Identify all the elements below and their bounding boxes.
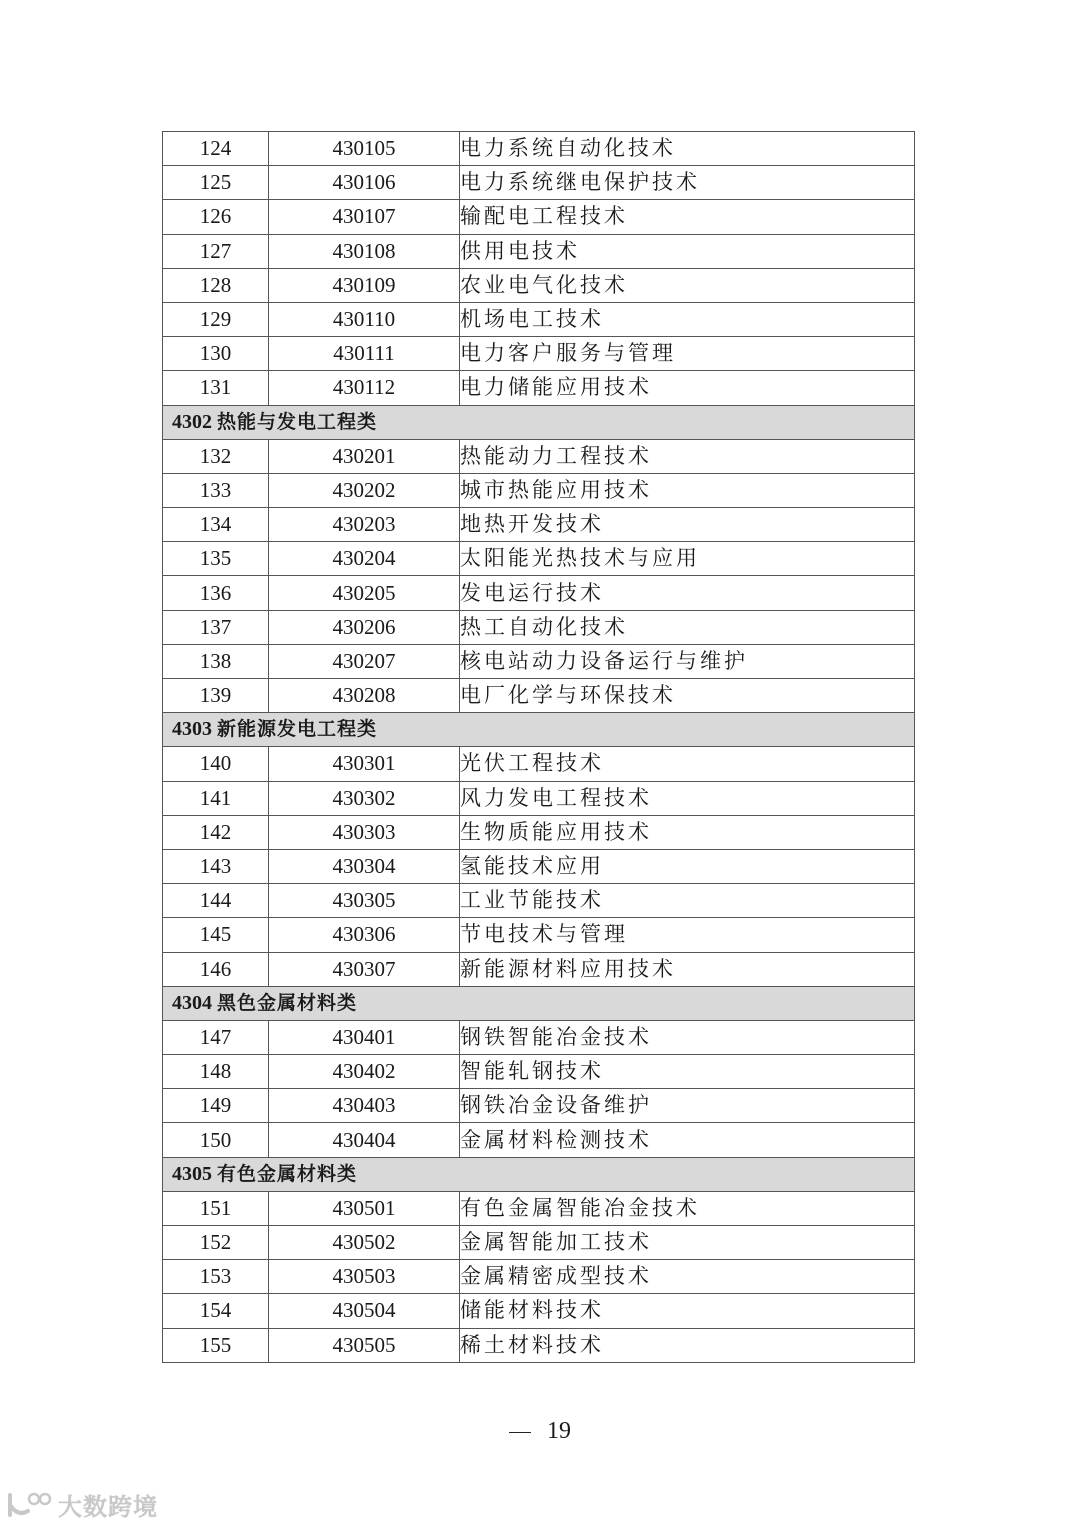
major-name: 发电运行技术: [460, 576, 915, 610]
category-cell: [163, 1157, 915, 1191]
major-code: 430109: [269, 268, 460, 302]
major-code: 430204: [269, 542, 460, 576]
table-body: [163, 132, 915, 1363]
major-name: 金属精密成型技术: [460, 1260, 915, 1294]
major-name: 钢铁智能冶金技术: [460, 1020, 915, 1054]
serial-number: 149: [163, 1089, 269, 1123]
serial-number: 144: [163, 884, 269, 918]
major-name: 光伏工程技术: [460, 747, 915, 781]
table-row: [163, 166, 915, 200]
major-code: 430201: [269, 439, 460, 473]
major-code: 430305: [269, 884, 460, 918]
major-name: 新能源材料应用技术: [460, 952, 915, 986]
major-name: 有色金属智能冶金技术: [460, 1191, 915, 1225]
table-row: [163, 1020, 915, 1054]
major-code: 430501: [269, 1191, 460, 1225]
page-number-value: 19: [547, 1418, 571, 1444]
serial-number: 132: [163, 439, 269, 473]
category-row: [163, 405, 915, 439]
major-code: 430503: [269, 1260, 460, 1294]
major-code: 430112: [269, 371, 460, 405]
major-code: 430402: [269, 1055, 460, 1089]
k-logo-icon: [6, 1491, 52, 1519]
table-row: [163, 1294, 915, 1328]
table-row: [163, 337, 915, 371]
major-name: 电厂化学与环保技术: [460, 679, 915, 713]
serial-number: 148: [163, 1055, 269, 1089]
category-cell: [163, 713, 915, 747]
table-row: [163, 610, 915, 644]
major-code: 430207: [269, 644, 460, 678]
table-row: [163, 849, 915, 883]
category-cell: [163, 405, 915, 439]
table-row: [163, 1089, 915, 1123]
major-name: 城市热能应用技术: [460, 473, 915, 507]
serial-number: 140: [163, 747, 269, 781]
serial-number: 134: [163, 508, 269, 542]
serial-number: 146: [163, 952, 269, 986]
table-row: [163, 1123, 915, 1157]
serial-number: 128: [163, 268, 269, 302]
major-code: 430403: [269, 1089, 460, 1123]
category-code: 4305: [172, 1162, 212, 1185]
major-name: 太阳能光热技术与应用: [460, 542, 915, 576]
major-name: 核电站动力设备运行与维护: [460, 644, 915, 678]
major-code: 430110: [269, 302, 460, 336]
category-name: 有色金属材料类: [217, 1162, 358, 1185]
major-name: 电力系统自动化技术: [460, 132, 915, 166]
major-code: 430307: [269, 952, 460, 986]
serial-number: 142: [163, 815, 269, 849]
table-row: [163, 439, 915, 473]
major-name: 工业节能技术: [460, 884, 915, 918]
table-row: [163, 644, 915, 678]
major-code: 430206: [269, 610, 460, 644]
table-row: [163, 132, 915, 166]
major-name: 储能材料技术: [460, 1294, 915, 1328]
serial-number: 130: [163, 337, 269, 371]
major-code: 430404: [269, 1123, 460, 1157]
table-row: [163, 747, 915, 781]
major-name: 金属材料检测技术: [460, 1123, 915, 1157]
serial-number: 152: [163, 1226, 269, 1260]
table-row: [163, 268, 915, 302]
major-name: 电力储能应用技术: [460, 371, 915, 405]
category-row: [163, 713, 915, 747]
major-code: 430107: [269, 200, 460, 234]
major-name: 金属智能加工技术: [460, 1226, 915, 1260]
watermark: [6, 1487, 158, 1522]
table-row: [163, 1055, 915, 1089]
major-name: 电力客户服务与管理: [460, 337, 915, 371]
major-code: 430401: [269, 1020, 460, 1054]
table-row: [163, 371, 915, 405]
major-code: 430205: [269, 576, 460, 610]
serial-number: 153: [163, 1260, 269, 1294]
serial-number: 141: [163, 781, 269, 815]
major-name: 节电技术与管理: [460, 918, 915, 952]
serial-number: 124: [163, 132, 269, 166]
category-row: [163, 986, 915, 1020]
major-code: 430202: [269, 473, 460, 507]
major-name: 生物质能应用技术: [460, 815, 915, 849]
major-code: 430208: [269, 679, 460, 713]
major-code: 430504: [269, 1294, 460, 1328]
major-name: 智能轧钢技术: [460, 1055, 915, 1089]
table-row: [163, 815, 915, 849]
table-row: [163, 200, 915, 234]
serial-number: 126: [163, 200, 269, 234]
major-name: 机场电工技术: [460, 302, 915, 336]
major-code: 430303: [269, 815, 460, 849]
serial-number: 145: [163, 918, 269, 952]
table-row: [163, 1328, 915, 1362]
serial-number: 125: [163, 166, 269, 200]
serial-number: 139: [163, 679, 269, 713]
major-code: 430304: [269, 849, 460, 883]
serial-number: 143: [163, 849, 269, 883]
watermark-text: 大数跨境: [58, 1493, 158, 1521]
table-row: [163, 781, 915, 815]
major-name: 电力系统继电保护技术: [460, 166, 915, 200]
major-name: 热工自动化技术: [460, 610, 915, 644]
category-cell: [163, 986, 915, 1020]
category-code: 4303: [172, 718, 212, 741]
page-number-dash: [509, 1432, 531, 1433]
page-number: [0, 1418, 1080, 1445]
major-name: 地热开发技术: [460, 508, 915, 542]
major-name: 供用电技术: [460, 234, 915, 268]
table-row: [163, 918, 915, 952]
major-code: 430502: [269, 1226, 460, 1260]
category-name: 黑色金属材料类: [217, 991, 358, 1014]
table-row: [163, 302, 915, 336]
serial-number: 138: [163, 644, 269, 678]
serial-number: 131: [163, 371, 269, 405]
serial-number: 135: [163, 542, 269, 576]
table-row: [163, 1260, 915, 1294]
major-code: 430106: [269, 166, 460, 200]
serial-number: 151: [163, 1191, 269, 1225]
serial-number: 155: [163, 1328, 269, 1362]
table-row: [163, 952, 915, 986]
major-code: 430505: [269, 1328, 460, 1362]
serial-number: 154: [163, 1294, 269, 1328]
serial-number: 127: [163, 234, 269, 268]
category-row: [163, 1157, 915, 1191]
table-row: [163, 542, 915, 576]
serial-number: 136: [163, 576, 269, 610]
major-code: 430203: [269, 508, 460, 542]
table-row: [163, 473, 915, 507]
major-name: 钢铁冶金设备维护: [460, 1089, 915, 1123]
table-row: [163, 1191, 915, 1225]
major-name: 风力发电工程技术: [460, 781, 915, 815]
table-row: [163, 234, 915, 268]
major-name: 氢能技术应用: [460, 849, 915, 883]
major-catalog-table: [162, 131, 915, 1363]
serial-number: 137: [163, 610, 269, 644]
major-name: 稀土材料技术: [460, 1328, 915, 1362]
major-name: 热能动力工程技术: [460, 439, 915, 473]
major-code: 430111: [269, 337, 460, 371]
serial-number: 129: [163, 302, 269, 336]
category-code: 4304: [172, 991, 212, 1014]
category-name: 热能与发电工程类: [217, 410, 378, 433]
major-code: 430302: [269, 781, 460, 815]
category-code: 4302: [172, 410, 212, 433]
serial-number: 133: [163, 473, 269, 507]
table-row: [163, 884, 915, 918]
major-code: 430105: [269, 132, 460, 166]
major-code: 430301: [269, 747, 460, 781]
table-row: [163, 1226, 915, 1260]
table-row: [163, 576, 915, 610]
serial-number: 147: [163, 1020, 269, 1054]
table-row: [163, 679, 915, 713]
major-name: 输配电工程技术: [460, 200, 915, 234]
major-name: 农业电气化技术: [460, 268, 915, 302]
table-row: [163, 508, 915, 542]
category-name: 新能源发电工程类: [217, 718, 378, 741]
major-code: 430306: [269, 918, 460, 952]
serial-number: 150: [163, 1123, 269, 1157]
major-code: 430108: [269, 234, 460, 268]
